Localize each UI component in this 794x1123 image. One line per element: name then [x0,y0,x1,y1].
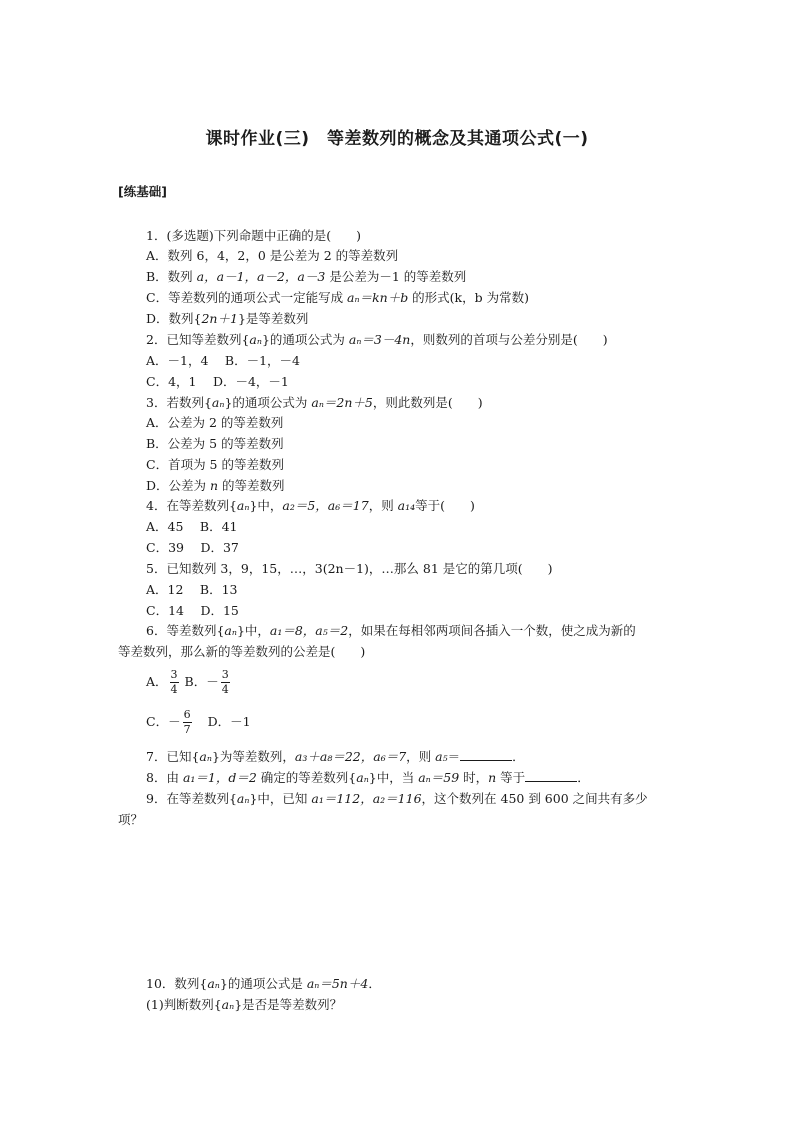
q1-option-d: D．数列{2n＋1}是等差数列 [146,311,309,326]
q5-stem: 5．已知数列 3，9，15，…，3(2n－1)，…那么 81 是它的第几项( ) [146,561,553,576]
q1-stem: 1．(多选题)下列命题中正确的是( ) [146,228,361,243]
q4-stem: 4．在等差数列{aₙ}中，a₂＝5，a₆＝17，则 a₁₄等于( ) [146,498,475,513]
q3-option-c: C．首项为 5 的等差数列 [146,457,284,472]
q6-options-ab: A． $\frac{3}{4}$ B．－ $\frac{3}{4}$ [146,668,229,696]
q1-option-c: C．等差数列的通项公式一定能写成 aₙ＝kn＋b 的形式(k，b 为常数) [146,290,529,305]
q4-options-ab: A．45 B．41 [146,519,238,534]
q1-option-a: A．数列 6，4，2，0 是公差为 2 的等差数列 [146,248,399,263]
q3-option-a: A．公差为 2 的等差数列 [146,415,284,430]
fraction-a: $\frac{3}{4}$ [170,668,178,696]
answer-blank[interactable] [460,749,512,761]
q4-options-cd: C．39 D．37 [146,540,239,555]
q2-options-ab: A．－1，4 B．－1，－4 [146,353,300,368]
q3-option-b: B．公差为 5 的等差数列 [146,436,284,451]
answer-blank[interactable] [525,770,577,782]
page-title: 课时作业(三) 等差数列的概念及其通项公式(一) [205,129,589,149]
q1-option-b: B．数列 a，a－1，a－2，a－3 是公差为－1 的等差数列 [146,269,467,284]
q10-part-1: (1)判断数列{aₙ}是否是等差数列？ [146,997,343,1012]
fraction-b: $\frac{3}{4}$ [221,668,229,696]
q2-stem: 2．已知等差数列{aₙ}的通项公式为 aₙ＝3－4n，则数列的首项与公差分别是( ) [146,332,608,347]
q9-stem: 9．在等差数列{aₙ}中，已知 a₁＝112，a₂＝116，这个数列在 450 到 600 之间共有多少 [146,791,648,806]
q3-option-d: D．公差为 n 的等差数列 [146,478,285,493]
q3-stem: 3．若数列{aₙ}的通项公式为 aₙ＝2n＋5，则此数列是( ) [146,395,483,410]
fraction-c: $\frac{6}{7}$ [183,708,191,736]
q2-options-cd: C．4，1 D．－4，－1 [146,374,289,389]
q8-stem: 8．由 a₁＝1，d＝2 确定的等差数列{aₙ}中，当 aₙ＝59 时，n 等于 ． [146,770,590,785]
q5-options-ab: A．12 B．13 [146,582,238,597]
section-heading: [练基础] [118,184,167,199]
q5-options-cd: C．14 D．15 [146,603,239,618]
q9-stem-cont: 项？ [118,812,144,827]
q6-stem: 6．等差数列{aₙ}中，a₁＝8，a₅＝2，如果在每相邻两项间各插入一个数，使之成为新的 [146,623,636,638]
q7-stem: 7．已知{aₙ}为等差数列，a₃＋a₈＝22，a₆＝7，则 a₅＝ ． [146,749,525,764]
q6-stem-cont: 等差数列，那么新的等差数列的公差是( ) [118,644,366,659]
q10-stem: 10．数列{aₙ}的通项公式是 aₙ＝5n＋4． [146,976,381,991]
q6-options-cd: C．－ $\frac{6}{7}$ D．－1 [146,708,251,736]
